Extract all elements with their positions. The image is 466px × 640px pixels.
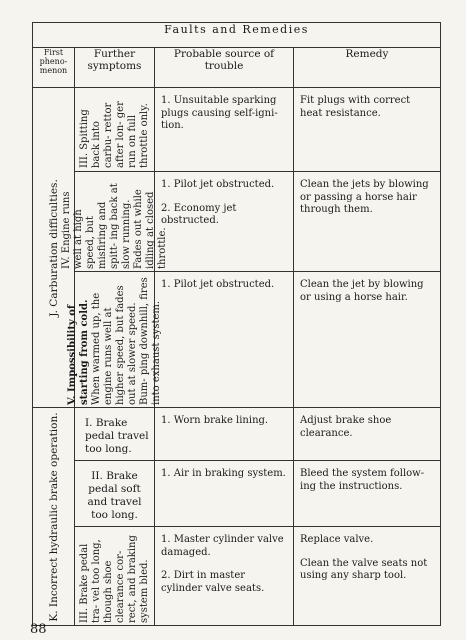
remedy-cell	[294, 88, 441, 172]
table-row	[33, 272, 441, 408]
symptom-cell	[66, 272, 162, 408]
table-row	[33, 461, 441, 527]
source-item: 1. Air in braking system.	[161, 468, 286, 479]
phenomenon-label: K. Incorrect hydraulic brake operation.	[47, 411, 60, 622]
remedy-cell	[294, 272, 441, 408]
remedy-item: Clean the jet by blowing or using a horse hair.	[300, 279, 424, 303]
symptom-text: II. Brake pedal soft and travel too long.	[87, 470, 142, 521]
source-cell	[155, 88, 294, 172]
header-probable-source: Probable source of trouble	[155, 48, 294, 88]
symptom-cell	[75, 461, 155, 527]
remedy-cell	[294, 461, 441, 527]
source-item: 1. Pilot jet obstructed.	[161, 279, 275, 290]
table-row	[33, 408, 441, 461]
source-cell	[155, 408, 294, 461]
table-title: Faults and Remedies	[33, 23, 441, 48]
remedy-item: Replace valve.	[300, 534, 374, 545]
source-cell	[155, 461, 294, 527]
header-remedy: Remedy	[294, 48, 441, 88]
page-number: 88	[30, 622, 47, 637]
remedy-item: Adjust brake shoe clearance.	[300, 415, 392, 439]
header-further-symptoms: Further symptoms	[75, 48, 155, 88]
symptom-cell	[75, 408, 155, 461]
table-row	[33, 172, 441, 272]
header-first-phenomenon: First pheno- menon	[33, 48, 75, 88]
source-item: 1. Master cylinder valve damaged.	[161, 534, 284, 558]
source-item: 2. Dirt in master cylinder valve seats.	[161, 570, 265, 594]
symptom-text: IV. Engine runs well at high speed, but misfiring and spitt- ing back at slow running. Fades out while idling at closed throttle.	[60, 182, 168, 269]
remedy-cell	[294, 527, 441, 626]
symptom-text	[67, 275, 163, 405]
remedy-item: Bleed the system follow- ing the instructions.	[300, 468, 425, 492]
source-item: 1. Worn brake lining.	[161, 415, 269, 426]
source-item: 2. Economy jet obstructed.	[161, 202, 237, 226]
remedy-item: Clean the jets by blowing or passing a horse hair through them.	[300, 179, 429, 215]
symptom-text: III. Spitting back into carbu- rettor after lon- ger run on full throttle only.	[78, 100, 150, 168]
symptom-cell	[75, 527, 155, 626]
symptom-text: I. Brake pedal travel too long.	[85, 417, 149, 455]
source-cell	[155, 527, 294, 626]
symptom-rest-text: When warmed up, the engine runs well at higher speed, but fades out at slower speed. Bum- ping downhill, fires into exhaust system.	[90, 276, 162, 405]
table-row	[33, 88, 441, 172]
remedy-cell	[294, 408, 441, 461]
remedy-item: Clean the valve seats not using any sharp tool.	[300, 557, 428, 581]
symptom-cell	[60, 172, 168, 272]
source-item: 1. Pilot jet obstructed.	[161, 179, 275, 190]
source-cell	[155, 272, 294, 408]
source-item: 1. Unsuitable sparking plugs causing self-igni- tion.	[161, 95, 278, 131]
remedy-item: Fit plugs with correct heat resistance.	[300, 95, 411, 119]
symptom-bold-text: V. Impossibility of starting from cold.	[66, 299, 90, 405]
symptom-text: III. Brake pedal tra- vel too long, though shoe clearance cor- rect, and braking system bled.	[78, 535, 150, 623]
phenomenon-cell	[33, 408, 75, 626]
remedy-cell	[294, 172, 441, 272]
faults-remedies-table	[32, 22, 441, 626]
symptom-cell	[75, 88, 155, 172]
phenomenon-label: J. Carburation difficulties.	[47, 178, 60, 317]
source-cell	[155, 172, 294, 272]
table-row	[33, 527, 441, 626]
